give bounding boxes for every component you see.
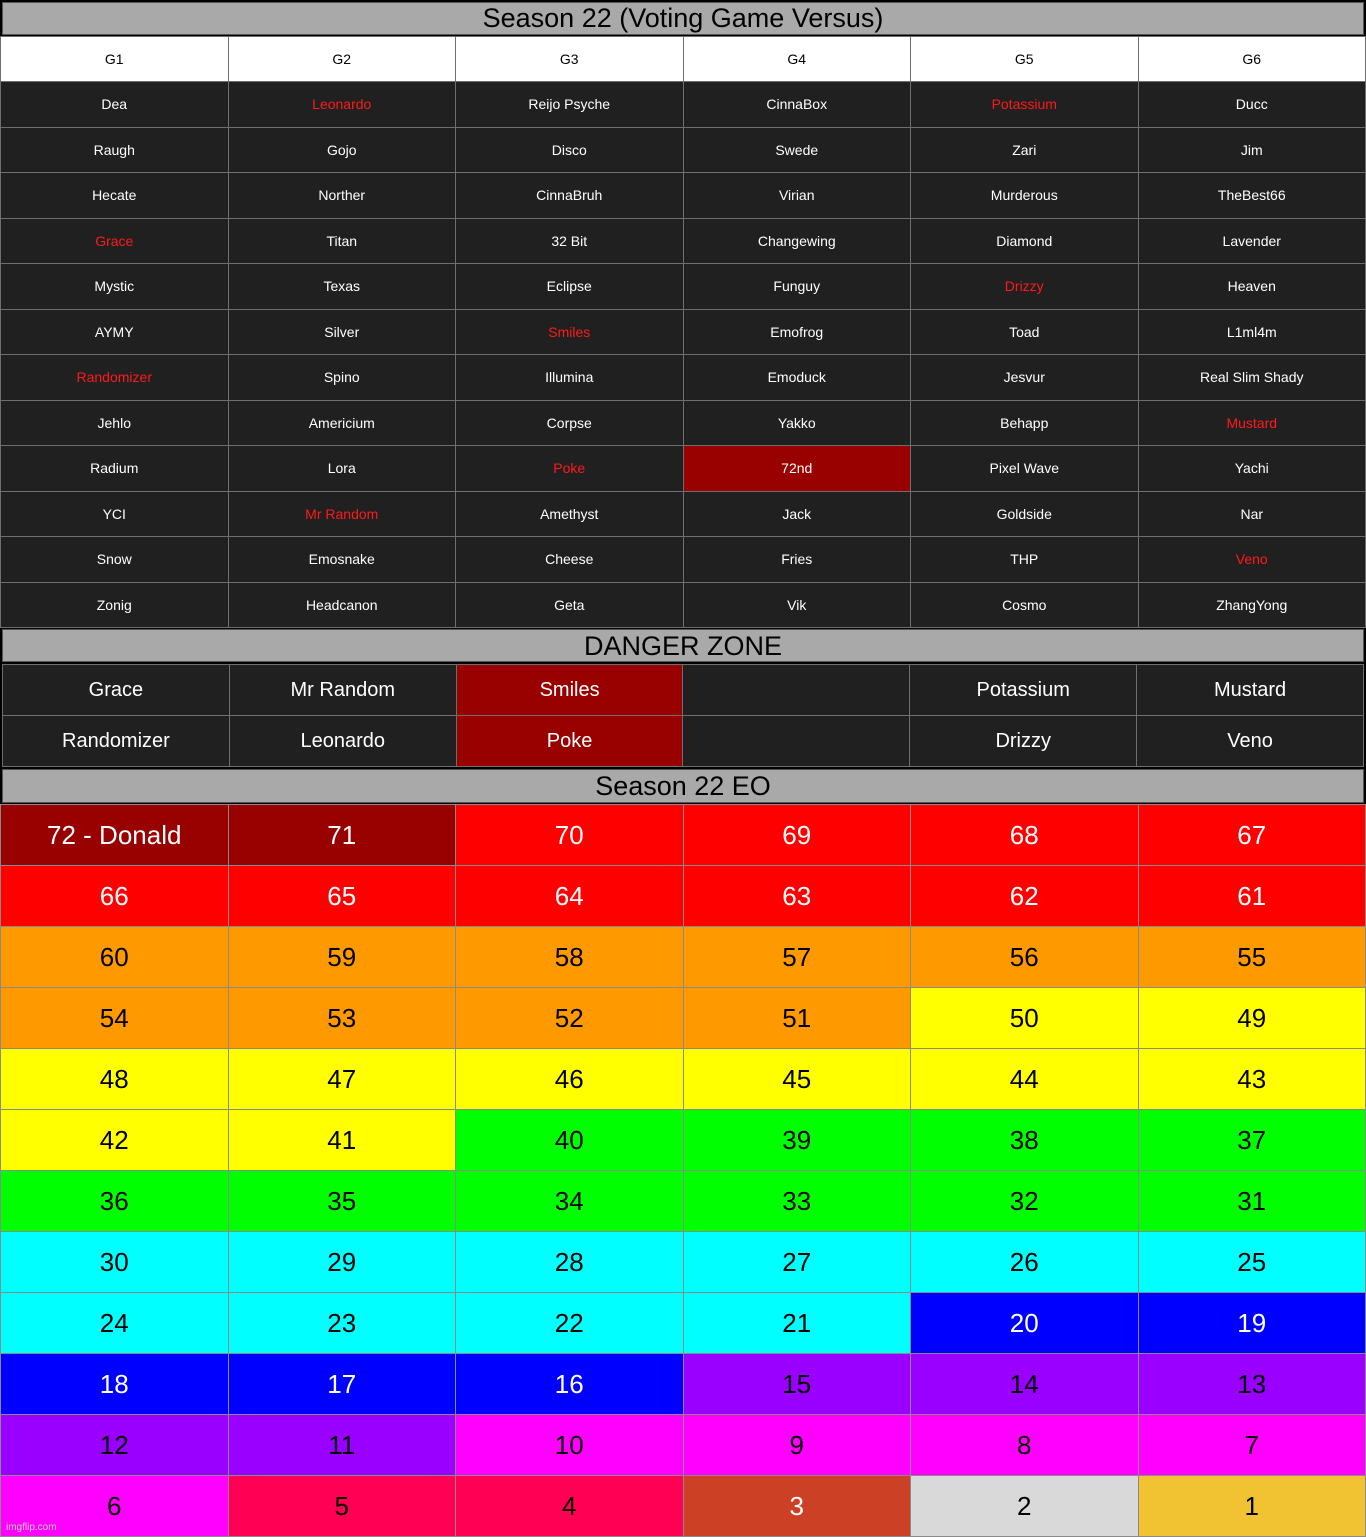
eo-row bbox=[1, 927, 1366, 988]
eo-row bbox=[1, 988, 1366, 1049]
danger-zone-cell: Veno bbox=[1137, 716, 1364, 767]
eo-row bbox=[1, 1354, 1366, 1415]
eo-rank-cell: 64 bbox=[456, 866, 684, 927]
group-header: G2 bbox=[228, 37, 456, 82]
eo-rank-cell: 60 bbox=[1, 927, 229, 988]
contestant-cell: Illumina bbox=[456, 355, 684, 401]
eo-rank-cell: 59 bbox=[228, 927, 456, 988]
eo-rank-cell: 26 bbox=[911, 1232, 1139, 1293]
contestant-cell: CinnaBox bbox=[683, 82, 911, 128]
eo-rank-cell: 2 bbox=[911, 1476, 1139, 1537]
contestant-cell: Drizzy bbox=[911, 264, 1139, 310]
danger-zone-cell: Potassium bbox=[910, 665, 1137, 716]
eo-rank-cell: 17 bbox=[228, 1354, 456, 1415]
contestant-cell: Titan bbox=[228, 218, 456, 264]
eo-rank-cell: 32 bbox=[911, 1171, 1139, 1232]
contestant-cell: Veno bbox=[1138, 537, 1366, 583]
eo-rank-cell: 37 bbox=[1138, 1110, 1366, 1171]
contestant-cell: Lora bbox=[228, 446, 456, 492]
contestant-cell: Gojo bbox=[228, 127, 456, 173]
eo-rank-cell: 67 bbox=[1138, 805, 1366, 866]
contestant-cell: Emofrog bbox=[683, 309, 911, 355]
contestant-cell: Disco bbox=[456, 127, 684, 173]
contestant-cell: Yakko bbox=[683, 400, 911, 446]
contestant-cell: Emoduck bbox=[683, 355, 911, 401]
contestant-cell: TheBest66 bbox=[1138, 173, 1366, 219]
danger-zone-cell: Grace bbox=[3, 665, 230, 716]
eo-rank-cell: 3 bbox=[683, 1476, 911, 1537]
group-header: G6 bbox=[1138, 37, 1366, 82]
eo-rank-cell: 33 bbox=[683, 1171, 911, 1232]
eo-rank-cell: 18 bbox=[1, 1354, 229, 1415]
eo-rank-cell: 7 bbox=[1138, 1415, 1366, 1476]
eo-rank-cell: 13 bbox=[1138, 1354, 1366, 1415]
eo-rank-cell: 29 bbox=[228, 1232, 456, 1293]
contestant-cell: Silver bbox=[228, 309, 456, 355]
contestant-cell: Lavender bbox=[1138, 218, 1366, 264]
group-header-row bbox=[1, 37, 1366, 82]
eo-table bbox=[0, 804, 1366, 1537]
eo-rank-cell: 68 bbox=[911, 805, 1139, 866]
eo-rank-cell: 47 bbox=[228, 1049, 456, 1110]
eo-row bbox=[1, 1171, 1366, 1232]
eo-rank-cell: 53 bbox=[228, 988, 456, 1049]
eo-rank-cell: 63 bbox=[683, 866, 911, 927]
contestant-cell: Jim bbox=[1138, 127, 1366, 173]
contestant-cell: Diamond bbox=[911, 218, 1139, 264]
eo-rank-cell: 45 bbox=[683, 1049, 911, 1110]
contestant-cell: 72nd bbox=[683, 446, 911, 492]
danger-zone-table bbox=[2, 664, 1364, 767]
eo-rank-cell: 49 bbox=[1138, 988, 1366, 1049]
contestant-cell: Leonardo bbox=[228, 82, 456, 128]
contestant-cell: Mystic bbox=[1, 264, 229, 310]
eo-rank-cell: 42 bbox=[1, 1110, 229, 1171]
eo-rank-cell: 16 bbox=[456, 1354, 684, 1415]
eo-rank-cell: 57 bbox=[683, 927, 911, 988]
eo-rank-cell: 27 bbox=[683, 1232, 911, 1293]
roster-row bbox=[1, 446, 1366, 492]
danger-zone-cell bbox=[683, 716, 910, 767]
roster-row bbox=[1, 264, 1366, 310]
roster-row bbox=[1, 127, 1366, 173]
eo-rank-cell: 8 bbox=[911, 1415, 1139, 1476]
contestant-cell: Jack bbox=[683, 491, 911, 537]
contestant-cell: Real Slim Shady bbox=[1138, 355, 1366, 401]
contestant-cell: Corpse bbox=[456, 400, 684, 446]
contestant-cell: ZhangYong bbox=[1138, 582, 1366, 628]
eo-rank-cell: 24 bbox=[1, 1293, 229, 1354]
contestant-cell: Snow bbox=[1, 537, 229, 583]
eo-rank-cell: 54 bbox=[1, 988, 229, 1049]
eo-rank-cell: 38 bbox=[911, 1110, 1139, 1171]
danger-zone-row bbox=[3, 665, 1364, 716]
eo-rank-cell: 14 bbox=[911, 1354, 1139, 1415]
danger-zone-cell bbox=[683, 665, 910, 716]
eo-title: Season 22 EO bbox=[2, 769, 1364, 803]
eo-rank-cell: 69 bbox=[683, 805, 911, 866]
eo-row bbox=[1, 1415, 1366, 1476]
eo-rank-cell: 12 bbox=[1, 1415, 229, 1476]
eo-rank-cell: 46 bbox=[456, 1049, 684, 1110]
eo-rank-cell: 23 bbox=[228, 1293, 456, 1354]
eo-rank-cell: 21 bbox=[683, 1293, 911, 1354]
eo-rank-cell: 6 bbox=[1, 1476, 229, 1537]
eo-rank-cell: 56 bbox=[911, 927, 1139, 988]
eo-rank-cell: 40 bbox=[456, 1110, 684, 1171]
contestant-cell: Virian bbox=[683, 173, 911, 219]
eo-row bbox=[1, 1476, 1366, 1537]
eo-rank-cell: 50 bbox=[911, 988, 1139, 1049]
contestant-cell: Headcanon bbox=[228, 582, 456, 628]
contestant-cell: 32 Bit bbox=[456, 218, 684, 264]
contestant-cell: Zari bbox=[911, 127, 1139, 173]
contestant-cell: Smiles bbox=[456, 309, 684, 355]
contestant-cell: Zonig bbox=[1, 582, 229, 628]
contestant-cell: Randomizer bbox=[1, 355, 229, 401]
eo-rank-cell: 58 bbox=[456, 927, 684, 988]
contestant-cell: Radium bbox=[1, 446, 229, 492]
roster-row bbox=[1, 218, 1366, 264]
eo-rank-cell: 10 bbox=[456, 1415, 684, 1476]
contestant-cell: Funguy bbox=[683, 264, 911, 310]
danger-zone-cell: Smiles bbox=[456, 665, 683, 716]
eo-rank-cell: 61 bbox=[1138, 866, 1366, 927]
contestant-cell: Geta bbox=[456, 582, 684, 628]
eo-rank-cell: 34 bbox=[456, 1171, 684, 1232]
eo-rank-cell: 48 bbox=[1, 1049, 229, 1110]
contestant-cell: Behapp bbox=[911, 400, 1139, 446]
contestant-cell: THP bbox=[911, 537, 1139, 583]
eo-rank-cell: 31 bbox=[1138, 1171, 1366, 1232]
eo-rank-cell: 44 bbox=[911, 1049, 1139, 1110]
eo-rank-cell: 55 bbox=[1138, 927, 1366, 988]
contestant-cell: Vik bbox=[683, 582, 911, 628]
contestant-cell: Raugh bbox=[1, 127, 229, 173]
contestant-cell: Ducc bbox=[1138, 82, 1366, 128]
eo-rank-cell: 15 bbox=[683, 1354, 911, 1415]
contestant-cell: Americium bbox=[228, 400, 456, 446]
group-header: G1 bbox=[1, 37, 229, 82]
contestant-cell: Mr Random bbox=[228, 491, 456, 537]
eo-rank-cell: 19 bbox=[1138, 1293, 1366, 1354]
eo-rank-cell: 43 bbox=[1138, 1049, 1366, 1110]
group-header: G3 bbox=[456, 37, 684, 82]
roster-row bbox=[1, 82, 1366, 128]
eo-rank-cell: 41 bbox=[228, 1110, 456, 1171]
group-header: G4 bbox=[683, 37, 911, 82]
contestant-cell: Eclipse bbox=[456, 264, 684, 310]
danger-zone-cell: Mr Random bbox=[229, 665, 456, 716]
eo-rank-cell: 30 bbox=[1, 1232, 229, 1293]
roster-table bbox=[0, 36, 1366, 628]
contestant-cell: Jehlo bbox=[1, 400, 229, 446]
eo-rank-cell: 62 bbox=[911, 866, 1139, 927]
contestant-cell: AYMY bbox=[1, 309, 229, 355]
contestant-cell: Emosnake bbox=[228, 537, 456, 583]
eo-rank-cell: 70 bbox=[456, 805, 684, 866]
eo-rank-cell: 72 - Donald bbox=[1, 805, 229, 866]
watermark: imgflip.com bbox=[6, 1522, 57, 1533]
eo-rank-cell: 4 bbox=[456, 1476, 684, 1537]
eo-rank-cell: 39 bbox=[683, 1110, 911, 1171]
eo-rank-cell: 1 bbox=[1138, 1476, 1366, 1537]
contestant-cell: Reijo Psyche bbox=[456, 82, 684, 128]
danger-zone-title: DANGER ZONE bbox=[2, 629, 1364, 662]
eo-row bbox=[1, 1110, 1366, 1171]
contestant-cell: Spino bbox=[228, 355, 456, 401]
contestant-cell: Nar bbox=[1138, 491, 1366, 537]
page-title: Season 22 (Voting Game Versus) bbox=[2, 2, 1364, 35]
eo-rank-cell: 22 bbox=[456, 1293, 684, 1354]
eo-row bbox=[1, 866, 1366, 927]
contestant-cell: Grace bbox=[1, 218, 229, 264]
danger-zone-cell: Leonardo bbox=[229, 716, 456, 767]
contestant-cell: Pixel Wave bbox=[911, 446, 1139, 492]
roster-row bbox=[1, 537, 1366, 583]
contestant-cell: YCI bbox=[1, 491, 229, 537]
contestant-cell: Norther bbox=[228, 173, 456, 219]
contestant-cell: Cheese bbox=[456, 537, 684, 583]
contestant-cell: Swede bbox=[683, 127, 911, 173]
eo-rank-cell: 71 bbox=[228, 805, 456, 866]
eo-row bbox=[1, 1232, 1366, 1293]
contestant-cell: Yachi bbox=[1138, 446, 1366, 492]
eo-rank-cell: 25 bbox=[1138, 1232, 1366, 1293]
eo-row bbox=[1, 1049, 1366, 1110]
roster-row bbox=[1, 582, 1366, 628]
contestant-cell: Potassium bbox=[911, 82, 1139, 128]
eo-rank-cell: 28 bbox=[456, 1232, 684, 1293]
danger-zone-cell: Randomizer bbox=[3, 716, 230, 767]
contestant-cell: Fries bbox=[683, 537, 911, 583]
contestant-cell: L1ml4m bbox=[1138, 309, 1366, 355]
eo-rank-cell: 11 bbox=[228, 1415, 456, 1476]
eo-rank-cell: 66 bbox=[1, 866, 229, 927]
eo-rank-cell: 35 bbox=[228, 1171, 456, 1232]
eo-rank-cell: 20 bbox=[911, 1293, 1139, 1354]
eo-rank-cell: 5 bbox=[228, 1476, 456, 1537]
contestant-cell: Murderous bbox=[911, 173, 1139, 219]
danger-zone-cell: Poke bbox=[456, 716, 683, 767]
eo-rank-cell: 52 bbox=[456, 988, 684, 1049]
danger-zone-cell: Mustard bbox=[1137, 665, 1364, 716]
contestant-cell: Texas bbox=[228, 264, 456, 310]
eo-rank-cell: 51 bbox=[683, 988, 911, 1049]
eo-row bbox=[1, 1293, 1366, 1354]
contestant-cell: Cosmo bbox=[911, 582, 1139, 628]
contestant-cell: Mustard bbox=[1138, 400, 1366, 446]
contestant-cell: Amethyst bbox=[456, 491, 684, 537]
roster-row bbox=[1, 173, 1366, 219]
contestant-cell: CinnaBruh bbox=[456, 173, 684, 219]
danger-zone-row bbox=[3, 716, 1364, 767]
contestant-cell: Dea bbox=[1, 82, 229, 128]
roster-row bbox=[1, 355, 1366, 401]
contestant-cell: Hecate bbox=[1, 173, 229, 219]
contestant-cell: Goldside bbox=[911, 491, 1139, 537]
contestant-cell: Poke bbox=[456, 446, 684, 492]
danger-zone-cell: Drizzy bbox=[910, 716, 1137, 767]
eo-rank-cell: 36 bbox=[1, 1171, 229, 1232]
roster-row bbox=[1, 309, 1366, 355]
contestant-cell: Jesvur bbox=[911, 355, 1139, 401]
eo-rank-cell: 65 bbox=[228, 866, 456, 927]
contestant-cell: Changewing bbox=[683, 218, 911, 264]
contestant-cell: Heaven bbox=[1138, 264, 1366, 310]
roster-row bbox=[1, 400, 1366, 446]
eo-row bbox=[1, 805, 1366, 866]
group-header: G5 bbox=[911, 37, 1139, 82]
contestant-cell: Toad bbox=[911, 309, 1139, 355]
roster-row bbox=[1, 491, 1366, 537]
eo-rank-cell: 9 bbox=[683, 1415, 911, 1476]
